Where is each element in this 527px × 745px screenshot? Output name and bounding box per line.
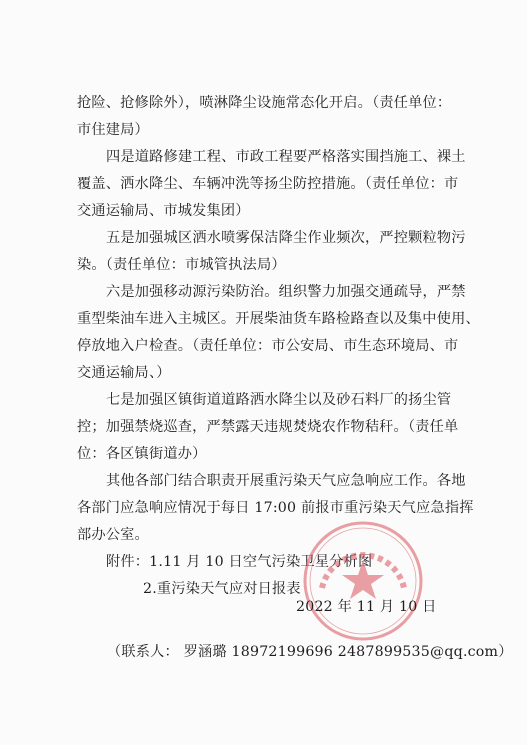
paragraph-5-start: 五是加强城区洒水喷雾保洁降尘作业频次，严控颗粒物污 — [106, 230, 466, 246]
paragraph-7-start: 七是加强区镇街道道路洒水降尘以及砂石料厂的扬尘管 — [106, 392, 452, 408]
attachment-1: 附件：1.11 月 10 日空气污染卫星分析图 — [106, 554, 373, 570]
body-line: 覆盖、洒水降尘、车辆冲洗等扬尘防控措施。（责任单位：市 — [77, 176, 459, 192]
attachment-2: 2.重污染天气应对日报表 — [143, 581, 301, 597]
body-line: 市住建局） — [77, 122, 149, 138]
official-seal-stamp — [300, 518, 426, 644]
body-line: 位：各区镇街道办） — [77, 446, 207, 462]
body-line: 交通运输局、市城发集团） — [77, 203, 250, 219]
body-line: 控；加强禁烧巡查，严禁露天违规焚烧农作物秸秆。（责任单 — [77, 419, 459, 435]
body-line: 部办公室。 — [77, 527, 149, 543]
body-line: 停放地入户检查。（责任单位：市公安局、市生态环境局、市 — [77, 338, 459, 354]
body-line: 各部门应急响应情况于每日 17:00 前报市重污染天气应急指挥 — [77, 500, 474, 516]
body-line: 抢险、抢修除外），喷淋降尘设施常态化开启。（责任单位： — [77, 95, 452, 111]
paragraph-4-start: 四是道路修建工程、市政工程要严格落实围挡施工、裸土 — [106, 149, 466, 165]
body-line: 交通运输局、） — [77, 365, 171, 381]
paragraph-6-start: 六是加强移动源污染防治。组织警力加强交通疏导，严禁 — [106, 284, 466, 300]
paragraph-other-start: 其他各部门结合职责开展重污染天气应急响应工作。各地 — [106, 473, 466, 489]
body-line: 染。（责任单位：市城管执法局） — [77, 257, 286, 273]
contact-info: （联系人： 罗涵璐 18972199696 2487899535@qq.com） — [107, 644, 513, 660]
document-date: 2022 年 11 月 10 日 — [296, 599, 437, 615]
body-line: 重型柴油车进入主城区。开展柴油货车路检路查以及集中使用、 — [77, 311, 480, 327]
